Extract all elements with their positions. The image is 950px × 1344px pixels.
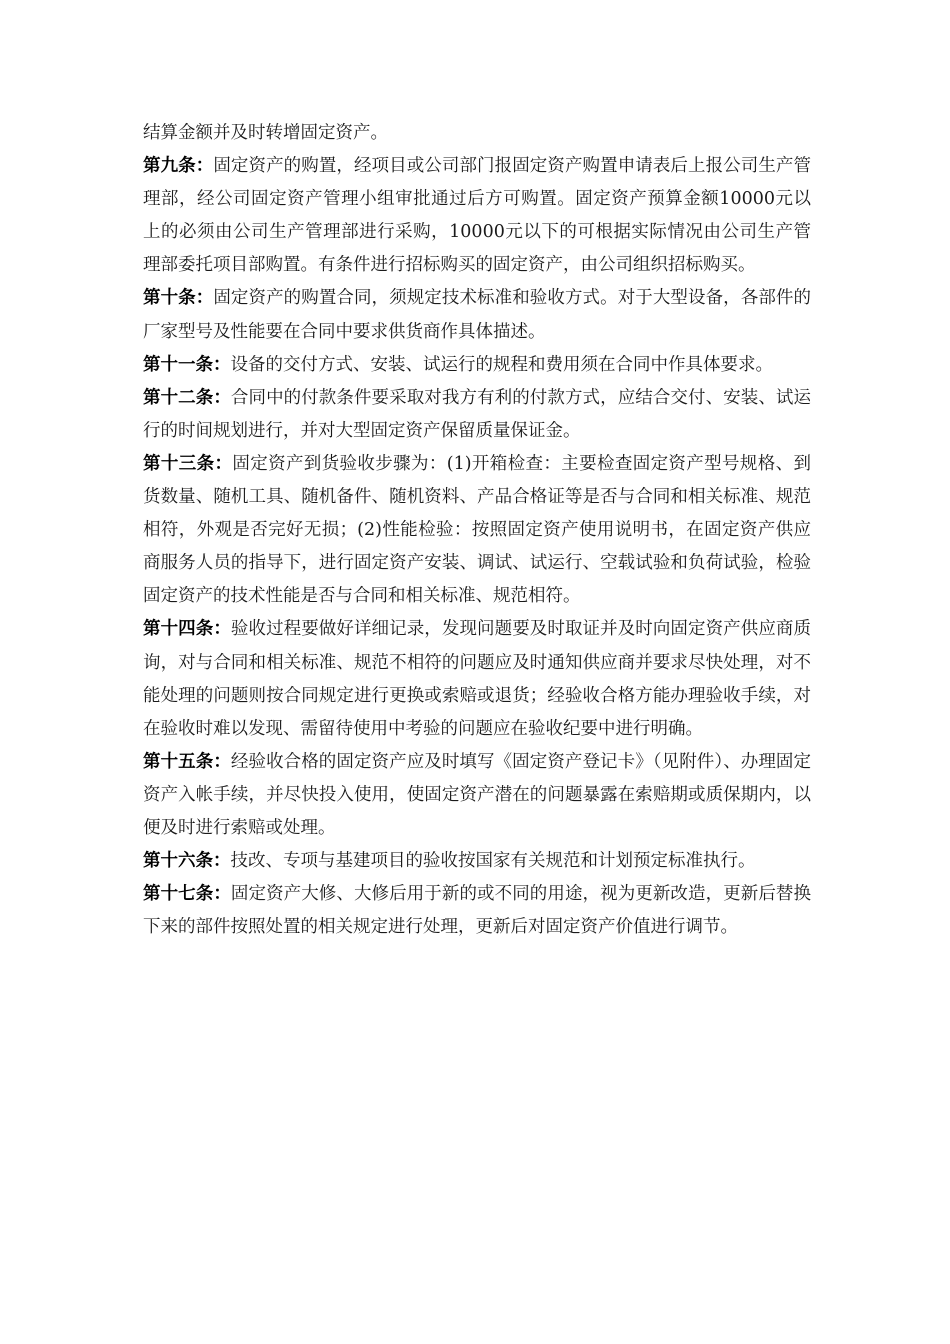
article-text: 经验收合格的固定资产应及时填写《固定资产登记卡》（见附件）、办理固定资产入帐手续，并尽快投入使用，使固定资产潜在的问题暴露在索赔期或质保期内，以便及时进行索赔或处理。 bbox=[143, 751, 812, 838]
article-11 bbox=[143, 349, 811, 382]
article-label: 第十四条： bbox=[143, 619, 231, 640]
article-text: 固定资产到货验收步骤为：(1)开箱检查：主要检查固定资产型号规格、到货数量、随机工具、随机备件、随机资料、产品合格证等是否与合同和相关标准、规范相符，外观是否完好无损；(2)性能检验：按照固定资产使用说明书，在固定资产供应商服务人员的指导下，进行固定资产安装、调试、试运行、空载试验和负荷试验，检验固定资产的技术性能是否与合同和相关标准、规范相符。 bbox=[143, 453, 811, 607]
paragraph-text: 结算金额并及时转增固定资产。 bbox=[143, 123, 388, 143]
article-text: 合同中的付款条件要采取对我方有利的付款方式，应结合交付、安装、试运行的时间规划进行，并对大型固定资产保留质量保证金。 bbox=[143, 387, 811, 441]
article-label: 第十六条： bbox=[143, 851, 231, 872]
article-17 bbox=[143, 878, 811, 944]
article-10 bbox=[143, 282, 811, 348]
article-13 bbox=[143, 448, 811, 613]
article-text: 设备的交付方式、安装、试运行的规程和费用须在合同中作具体要求。 bbox=[230, 354, 773, 375]
article-text: 技改、专项与基建项目的验收按国家有关规范和计划预定标准执行。 bbox=[230, 851, 756, 872]
article-label: 第十七条： bbox=[143, 884, 231, 905]
article-label: 第九条： bbox=[143, 156, 214, 177]
article-label: 第十五条： bbox=[143, 751, 231, 772]
article-text: 固定资产大修、大修后用于新的或不同的用途，视为更新改造，更新后替换下来的部件按照处置的相关规定进行处理，更新后对固定资产价值进行调节。 bbox=[143, 884, 811, 938]
document-body bbox=[143, 117, 811, 944]
article-15 bbox=[143, 746, 811, 845]
article-14 bbox=[143, 613, 811, 745]
article-16 bbox=[143, 845, 811, 878]
article-label: 第十三条： bbox=[143, 453, 233, 474]
article-12 bbox=[143, 382, 811, 448]
article-text: 固定资产的购置合同，须规定技术标准和验收方式。对于大型设备，各部件的厂家型号及性能要在合同中要求供货商作具体描述。 bbox=[143, 288, 812, 342]
article-label: 第十条： bbox=[143, 288, 214, 309]
article-text: 固定资产的购置，经项目或公司部门报固定资产购置申请表后上报公司生产管理部，经公司固定资产管理小组审批通过后方可购置。固定资产预算金额10000元以上的必须由公司生产管理部进行采购，10000元以下的可根据实际情况由公司生产管理部委托项目部购置。有条件进行招标购买的固定资产，由公司组织招标购买。 bbox=[143, 156, 812, 276]
article-9 bbox=[143, 150, 811, 282]
article-label: 第十一条： bbox=[143, 354, 231, 375]
paragraph-continuation bbox=[143, 117, 811, 150]
article-text: 验收过程要做好详细记录，发现问题要及时取证并及时向固定资产供应商质询，对与合同和相关标准、规范不相符的问题应及时通知供应商并要求尽快处理，对不能处理的问题则按合同规定进行更换或索赔或退货；经验收合格方能办理验收手续，对在验收时难以发现、需留待使用中考验的问题应在验收纪要中进行明确。 bbox=[143, 619, 811, 739]
article-label: 第十二条： bbox=[143, 387, 231, 408]
